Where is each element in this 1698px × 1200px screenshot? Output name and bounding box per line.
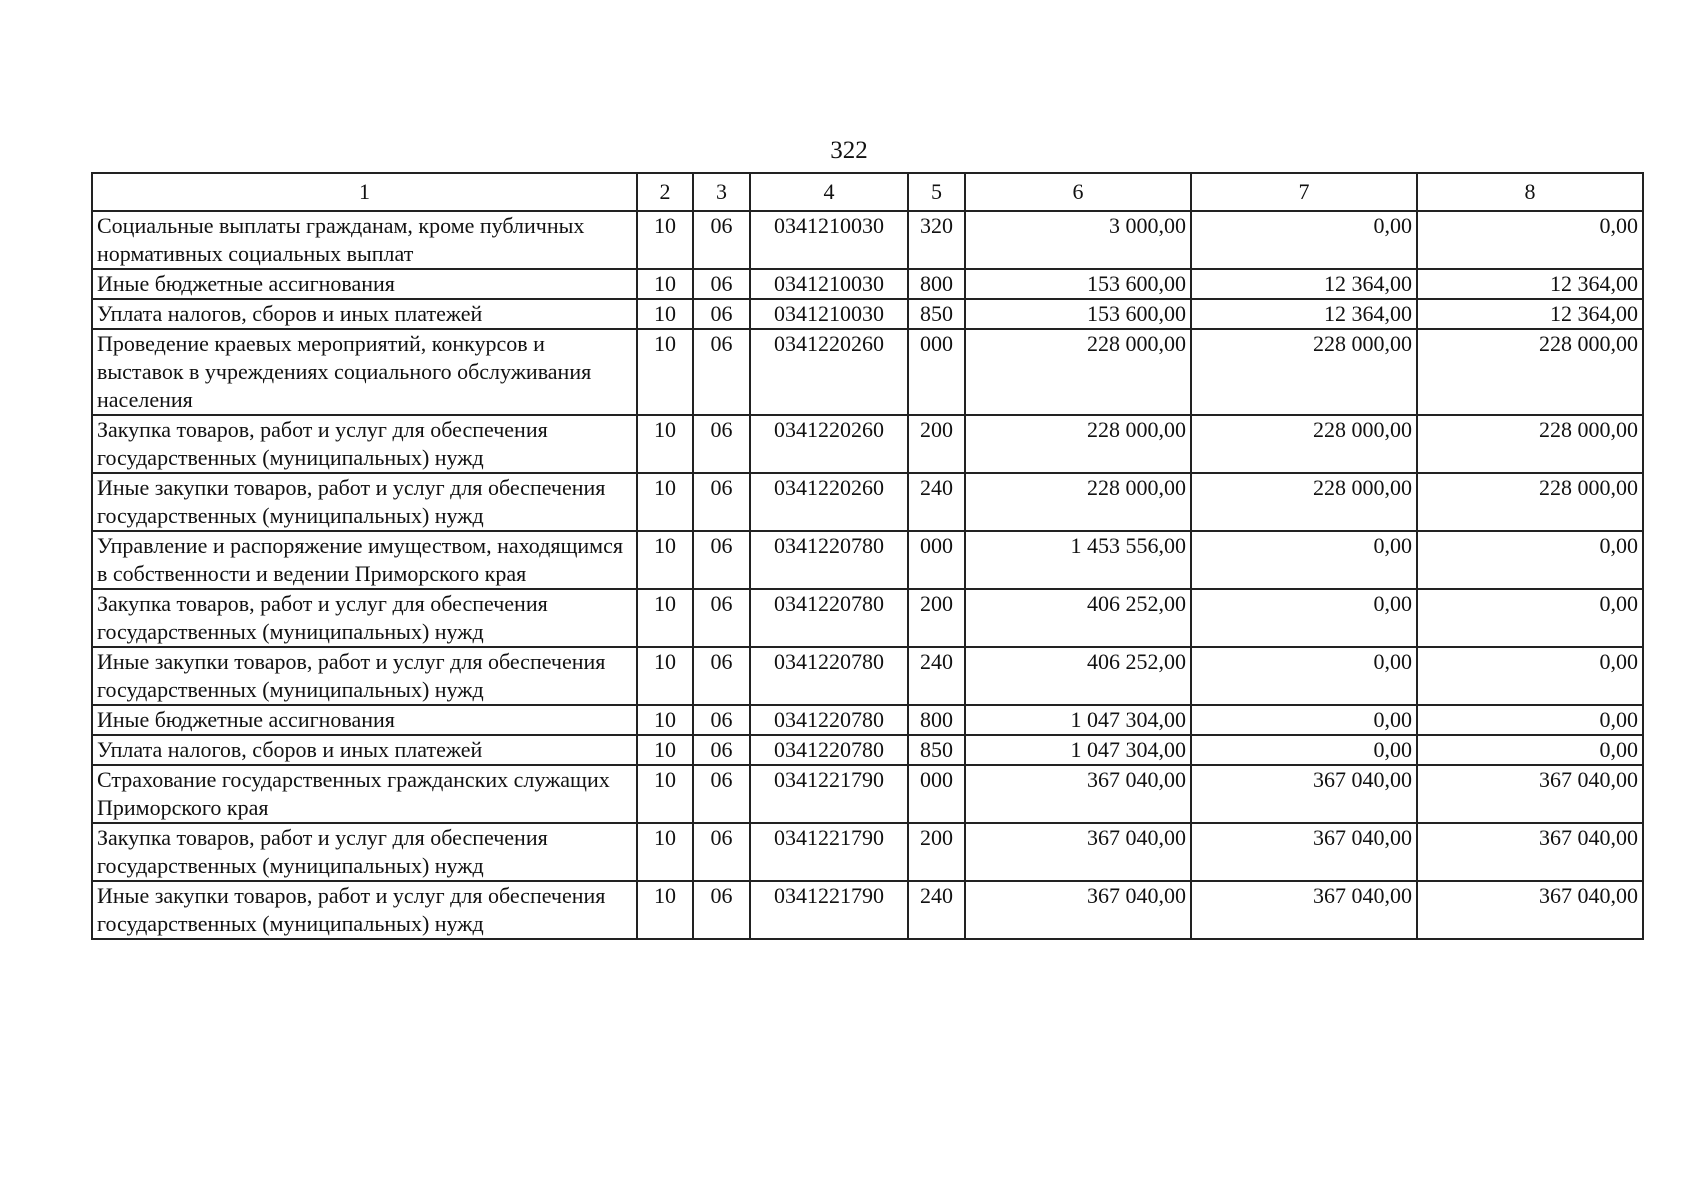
- table-row: [92, 299, 1643, 329]
- item-name-cell: Иные закупки товаров, работ и услуг для обеспечения государственных (муниципальных) нужд: [92, 881, 637, 939]
- expense-type-cell: 000: [908, 531, 965, 589]
- section-code-cell: 10: [637, 647, 693, 705]
- section-code-cell: 10: [637, 269, 693, 299]
- target-code-cell: 0341221790: [750, 765, 908, 823]
- amount-col-6-cell: 228 000,00: [965, 473, 1191, 531]
- section-code-cell: 10: [637, 211, 693, 269]
- table-row: [92, 589, 1643, 647]
- subsection-code-cell: 06: [693, 881, 750, 939]
- table-row: [92, 415, 1643, 473]
- item-name-cell: Социальные выплаты гражданам, кроме публичных нормативных социальных выплат: [92, 211, 637, 269]
- subsection-code-cell: 06: [693, 473, 750, 531]
- amount-col-6-cell: 367 040,00: [965, 765, 1191, 823]
- header-row: [92, 173, 1643, 211]
- amount-col-8-cell: 0,00: [1417, 735, 1643, 765]
- amount-col-8-cell: 0,00: [1417, 589, 1643, 647]
- amount-col-7-cell: 0,00: [1191, 531, 1417, 589]
- target-code-cell: 0341220260: [750, 473, 908, 531]
- item-name-cell: Закупка товаров, работ и услуг для обеспечения государственных (муниципальных) нужд: [92, 415, 637, 473]
- amount-col-7-cell: 12 364,00: [1191, 299, 1417, 329]
- amount-col-7-cell: 0,00: [1191, 735, 1417, 765]
- table-row: [92, 329, 1643, 415]
- subsection-code-cell: 06: [693, 299, 750, 329]
- table-row: [92, 705, 1643, 735]
- expense-type-cell: 200: [908, 415, 965, 473]
- expense-type-cell: 320: [908, 211, 965, 269]
- section-code-cell: 10: [637, 473, 693, 531]
- item-name-cell: Закупка товаров, работ и услуг для обеспечения государственных (муниципальных) нужд: [92, 589, 637, 647]
- section-code-cell: 10: [637, 329, 693, 415]
- expense-type-cell: 240: [908, 473, 965, 531]
- target-code-cell: 0341220780: [750, 647, 908, 705]
- table-row: [92, 823, 1643, 881]
- amount-col-7-cell: 367 040,00: [1191, 881, 1417, 939]
- amount-col-8-cell: 12 364,00: [1417, 269, 1643, 299]
- section-code-cell: 10: [637, 765, 693, 823]
- table-row: [92, 211, 1643, 269]
- amount-col-6-cell: 406 252,00: [965, 647, 1191, 705]
- amount-col-6-cell: 228 000,00: [965, 329, 1191, 415]
- amount-col-7-cell: 0,00: [1191, 211, 1417, 269]
- table-header: [92, 173, 1643, 211]
- amount-col-6-cell: 1 453 556,00: [965, 531, 1191, 589]
- target-code-cell: 0341220260: [750, 329, 908, 415]
- amount-col-6-cell: 153 600,00: [965, 299, 1191, 329]
- section-code-cell: 10: [637, 735, 693, 765]
- section-code-cell: 10: [637, 705, 693, 735]
- expense-type-cell: 850: [908, 735, 965, 765]
- subsection-code-cell: 06: [693, 269, 750, 299]
- section-code-cell: 10: [637, 531, 693, 589]
- header-col-5: 5: [908, 173, 965, 211]
- target-code-cell: 0341220780: [750, 735, 908, 765]
- header-col-1: 1: [92, 173, 637, 211]
- expense-type-cell: 800: [908, 269, 965, 299]
- expense-type-cell: 240: [908, 881, 965, 939]
- amount-col-8-cell: 0,00: [1417, 211, 1643, 269]
- amount-col-8-cell: 228 000,00: [1417, 415, 1643, 473]
- item-name-cell: Страхование государственных гражданских служащих Приморского края: [92, 765, 637, 823]
- target-code-cell: 0341210030: [750, 211, 908, 269]
- amount-col-7-cell: 12 364,00: [1191, 269, 1417, 299]
- amount-col-8-cell: 367 040,00: [1417, 765, 1643, 823]
- subsection-code-cell: 06: [693, 735, 750, 765]
- target-code-cell: 0341220780: [750, 531, 908, 589]
- subsection-code-cell: 06: [693, 211, 750, 269]
- item-name-cell: Управление и распоряжение имуществом, находящимся в собственности и ведении Приморского края: [92, 531, 637, 589]
- amount-col-8-cell: 0,00: [1417, 531, 1643, 589]
- subsection-code-cell: 06: [693, 647, 750, 705]
- subsection-code-cell: 06: [693, 765, 750, 823]
- item-name-cell: Иные закупки товаров, работ и услуг для обеспечения государственных (муниципальных) нужд: [92, 647, 637, 705]
- target-code-cell: 0341220260: [750, 415, 908, 473]
- amount-col-6-cell: 1 047 304,00: [965, 705, 1191, 735]
- amount-col-7-cell: 367 040,00: [1191, 765, 1417, 823]
- expense-type-cell: 000: [908, 329, 965, 415]
- amount-col-7-cell: 367 040,00: [1191, 823, 1417, 881]
- amount-col-8-cell: 228 000,00: [1417, 329, 1643, 415]
- expense-type-cell: 800: [908, 705, 965, 735]
- subsection-code-cell: 06: [693, 329, 750, 415]
- amount-col-7-cell: 0,00: [1191, 589, 1417, 647]
- subsection-code-cell: 06: [693, 823, 750, 881]
- expense-type-cell: 850: [908, 299, 965, 329]
- amount-col-6-cell: 1 047 304,00: [965, 735, 1191, 765]
- target-code-cell: 0341210030: [750, 269, 908, 299]
- amount-col-6-cell: 228 000,00: [965, 415, 1191, 473]
- target-code-cell: 0341220780: [750, 589, 908, 647]
- subsection-code-cell: 06: [693, 705, 750, 735]
- amount-col-7-cell: 0,00: [1191, 705, 1417, 735]
- amount-col-7-cell: 228 000,00: [1191, 415, 1417, 473]
- amount-col-7-cell: 0,00: [1191, 647, 1417, 705]
- item-name-cell: Проведение краевых мероприятий, конкурсов и выставок в учреждениях социального обслуживания населения: [92, 329, 637, 415]
- budget-table: [91, 172, 1644, 940]
- expense-type-cell: 200: [908, 589, 965, 647]
- header-col-6: 6: [965, 173, 1191, 211]
- amount-col-8-cell: 228 000,00: [1417, 473, 1643, 531]
- amount-col-7-cell: 228 000,00: [1191, 473, 1417, 531]
- amount-col-8-cell: 367 040,00: [1417, 823, 1643, 881]
- subsection-code-cell: 06: [693, 415, 750, 473]
- amount-col-7-cell: 228 000,00: [1191, 329, 1417, 415]
- item-name-cell: Иные закупки товаров, работ и услуг для обеспечения государственных (муниципальных) нужд: [92, 473, 637, 531]
- target-code-cell: 0341220780: [750, 705, 908, 735]
- table-row: [92, 647, 1643, 705]
- table-row: [92, 765, 1643, 823]
- target-code-cell: 0341221790: [750, 881, 908, 939]
- header-col-2: 2: [637, 173, 693, 211]
- item-name-cell: Уплата налогов, сборов и иных платежей: [92, 299, 637, 329]
- section-code-cell: 10: [637, 881, 693, 939]
- item-name-cell: Уплата налогов, сборов и иных платежей: [92, 735, 637, 765]
- expense-type-cell: 000: [908, 765, 965, 823]
- table-row: [92, 735, 1643, 765]
- section-code-cell: 10: [637, 299, 693, 329]
- amount-col-8-cell: 0,00: [1417, 647, 1643, 705]
- amount-col-6-cell: 406 252,00: [965, 589, 1191, 647]
- expense-type-cell: 200: [908, 823, 965, 881]
- subsection-code-cell: 06: [693, 531, 750, 589]
- table-row: [92, 473, 1643, 531]
- item-name-cell: Закупка товаров, работ и услуг для обеспечения государственных (муниципальных) нужд: [92, 823, 637, 881]
- amount-col-6-cell: 153 600,00: [965, 269, 1191, 299]
- section-code-cell: 10: [637, 823, 693, 881]
- table-row: [92, 881, 1643, 939]
- amount-col-6-cell: 3 000,00: [965, 211, 1191, 269]
- amount-col-6-cell: 367 040,00: [965, 823, 1191, 881]
- header-col-4: 4: [750, 173, 908, 211]
- target-code-cell: 0341221790: [750, 823, 908, 881]
- header-col-3: 3: [693, 173, 750, 211]
- subsection-code-cell: 06: [693, 589, 750, 647]
- section-code-cell: 10: [637, 415, 693, 473]
- expense-type-cell: 240: [908, 647, 965, 705]
- table-row: [92, 269, 1643, 299]
- section-code-cell: 10: [637, 589, 693, 647]
- header-col-8: 8: [1417, 173, 1643, 211]
- target-code-cell: 0341210030: [750, 299, 908, 329]
- table-body: [92, 211, 1643, 939]
- item-name-cell: Иные бюджетные ассигнования: [92, 705, 637, 735]
- amount-col-8-cell: 0,00: [1417, 705, 1643, 735]
- amount-col-8-cell: 12 364,00: [1417, 299, 1643, 329]
- header-col-7: 7: [1191, 173, 1417, 211]
- item-name-cell: Иные бюджетные ассигнования: [92, 269, 637, 299]
- page-number: 322: [830, 137, 868, 164]
- amount-col-6-cell: 367 040,00: [965, 881, 1191, 939]
- table-row: [92, 531, 1643, 589]
- amount-col-8-cell: 367 040,00: [1417, 881, 1643, 939]
